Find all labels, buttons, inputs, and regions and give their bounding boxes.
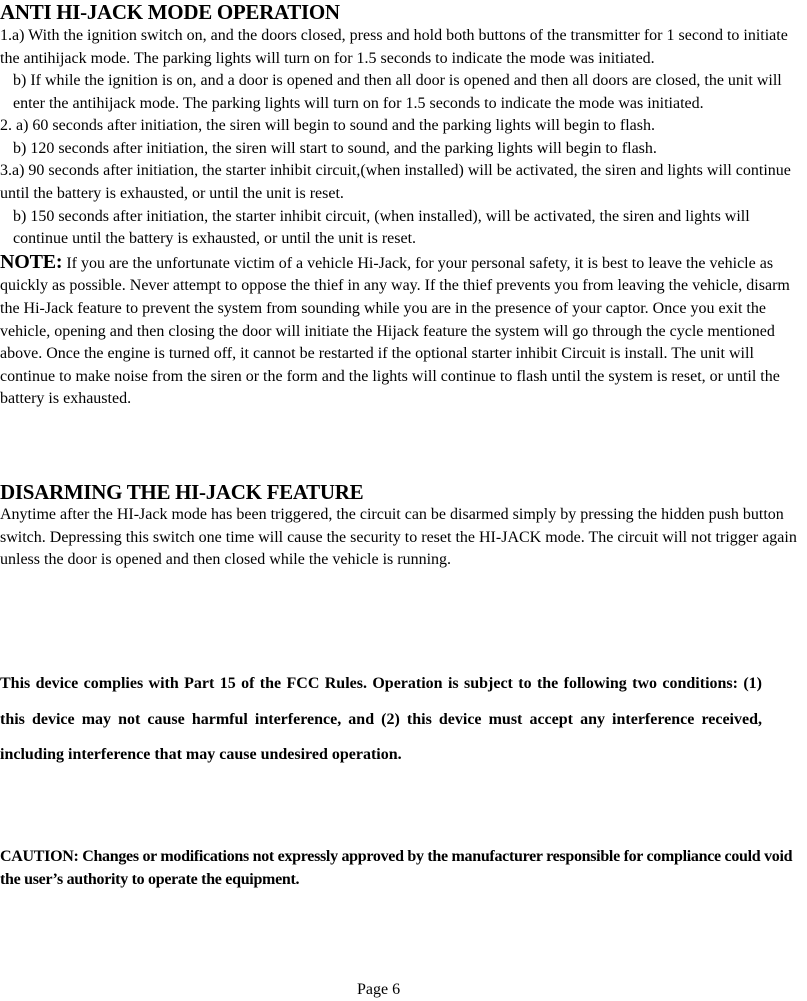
step-1b: b) If while the ignition is on, and a door is opened and then all door is opened and then all doors are closed, the unit will enter the antihijack mode. The parking lights will turn on for 1.5 seconds to indicate the mode was initiated. xyxy=(13,72,782,112)
note-paragraph xyxy=(0,251,807,411)
fcc-statement: This device complies with Part 15 of the FCC Rules. Operation is subject to the following two conditions: (1) this device may not cause harmful interference, and (2) this device must accept any interference received, including interference that may cause undesired operation. xyxy=(0,675,762,763)
disarming-section xyxy=(0,480,807,572)
step-3a: 3.a) 90 seconds after initiation, the starter inhibit circuit,(when installed) will be activated, the siren and lights will continue until the battery is exhausted, or until the unit is reset. xyxy=(0,162,791,202)
page-number: Page 6 xyxy=(357,981,401,998)
step-3b: b) 150 seconds after initiation, the starter inhibit circuit, (when installed), will be activated, the siren and lights will continue until the battery is exhausted, or until the unit is reset. xyxy=(13,207,750,248)
caution-notice: CAUTION: Changes or modifications not expressly approved by the manufacturer responsible for compliance could void the user’s authority to operate the equipment. xyxy=(0,848,793,888)
step-2a: 2. a) 60 seconds after initiation, the siren will begin to sound and the parking lights will begin to flash. xyxy=(0,117,655,135)
antihijack-section xyxy=(0,0,807,411)
note-label: NOTE: xyxy=(0,250,63,273)
note-text: If you are the unfortunate victim of a vehicle Hi-Jack, for your personal safety, it is best to leave the vehicle as quickly as possible. Never attempt to oppose the thief in any way. If the thief prevents you from leaving the vehicle, disarm the Hi-Jack feature to prevent the system from sounding while you are in the presence of your captor. Once you exit the vehicle, opening and then closing the door will initiate the Hijack feature the system will go through the cycle mentioned above. Once the engine is turned off, it cannot be restarted if the optional starter inhibit Circuit is install. The unit will continue to make noise from the siren or the form and the lights will continue to flash until the system is reset, or until the battery is exhausted. xyxy=(0,254,790,408)
antihijack-heading: ANTI HI-JACK MODE OPERATION xyxy=(0,0,340,24)
disarming-heading: DISARMING THE HI-JACK FEATURE xyxy=(0,480,364,504)
step-2b: b) 120 seconds after initiation, the siren will start to sound, and the parking lights will begin to flash. xyxy=(13,139,657,157)
disarming-paragraph: Anytime after the HI-Jack mode has been triggered, the circuit can be disarmed simply by pressing the hidden push button switch. Depressing this switch one time will cause the security to reset the HI-JACK mode. The circuit will not trigger again unless the door is opened and then closed while the vehicle is running. xyxy=(0,506,797,569)
step-1a: 1.a) With the ignition switch on, and the doors closed, press and hold both buttons of the transmitter for 1 second to initiate the antihijack mode. The parking lights will turn on for 1.5 seconds to indicate the mode was initiated. xyxy=(0,27,788,67)
